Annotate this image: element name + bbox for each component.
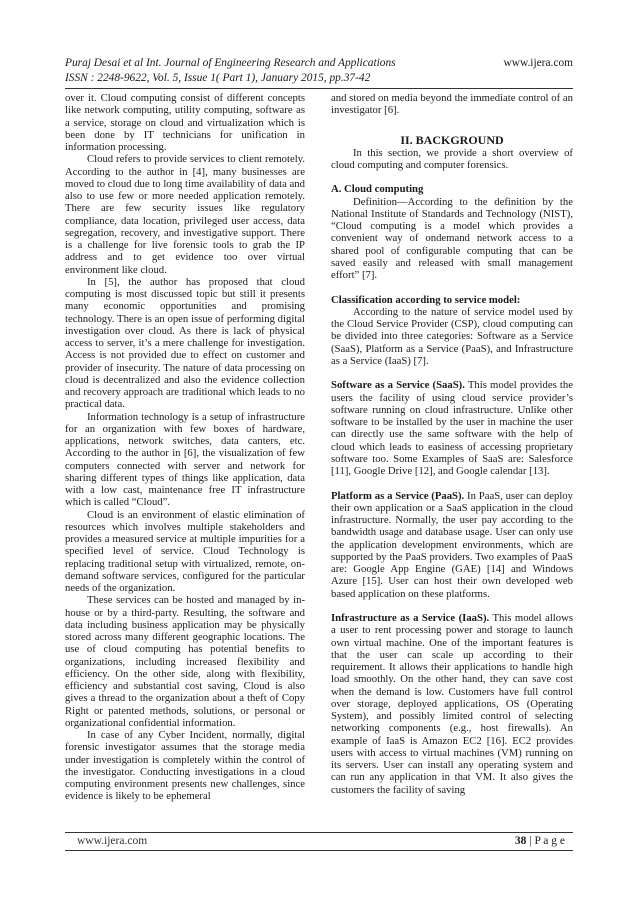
authors: Puraj Desai et al — [65, 57, 146, 69]
left-column — [65, 92, 305, 803]
paragraph: In case of any Cyber Incident, normally, digital forensic investigator assumes that the storage media under investigation is completely within the control of the investigator. Conducting investigations in a cloud computing environment presents new challenges, since evidence is likely to be ephemeral — [65, 729, 305, 803]
page-number: 38 | P a g e — [514, 835, 565, 847]
spacer — [331, 171, 573, 183]
paragraph: In [5], the author has proposed that cloud computing is most discussed topic but still it presents many economic opportunities and promising technology. There is an open issue of performing digital investigation over cloud. As there is lack of physical access to server, it’s a mere challenge for investigation. Access is not provided due to effect on customer and provider of insecurity. The nature of data processing on cloud is decentralized and also the evidence collection and recovery approach are traditional which leads to no practical data. — [65, 275, 305, 411]
section-heading: II. BACKGROUND — [400, 132, 504, 147]
paragraph: Information technology is a setup of infrastructure for an organization with few boxes of hardware, applications, network switches, data canters, etc. According to the author in [6], the visualization of few computers connected with server and network for sharing different types of things like application, data with a low cast, maintenance free IT infrastructure which is called “Cloud”. — [65, 410, 305, 509]
journal-line — [65, 56, 573, 71]
journal-citation — [65, 56, 396, 71]
page-footer — [65, 832, 573, 851]
paragraph: and stored on media beyond the immediate control of an investigator [6]. — [331, 92, 573, 117]
paragraph-saas: Software as a Service (SaaS). This model provides the users the facility of using cloud service provider’s software running on cloud infrastructure. Unlike other software to be installed by the user in machine the user can directly use the same software with the help of cloud which leads to easiness of accessing proprietary software too. Some Examples of SaaS are: Salesforce [11], Google Drive [12], and Google calendar [13]. — [331, 379, 573, 477]
paragraph-iaas: Infrastructure as a Service (IaaS). This model allows a user to rent processing power and storage to launch own virtual machine. One of the important features is that the user can scale up according to their requirement. It allows their applications to handle high load smoothly. On the other hand, they can save cost when the demand is low. Customers have full control over storage, deployed applications, OS (Operating System), and possibly limited control of selecting networking components (e.g., host firewalls). An example of IaaS is Amazon EC2 [16]. EC2 provides users with access to virtual machines (VM) running on its servers. User can install any operating system and can run any application in that VM. It also gives the customers the facility of saving — [331, 612, 573, 796]
subsection-heading: Classification according to service model: — [331, 293, 521, 306]
paragraph: According to the nature of service model used by the Cloud Service Provider (CSP), cloud computing can be divided into three categories: Software as a Service (SaaS), Platform as a Service (PaaS), and Infrastructure as a Service (IaaS) [7]. — [331, 305, 573, 367]
spacer — [331, 477, 573, 489]
spacer — [331, 600, 573, 612]
paragraph: In this section, we provide a short overview of cloud computing and computer forensics. — [331, 146, 573, 171]
issn-line: ISSN : 2248-9622, Vol. 5, Issue 1( Part 1), January 2015, pp.37-42 — [65, 72, 371, 84]
right-column — [331, 92, 573, 796]
subsection-heading: A. Cloud computing — [331, 183, 424, 196]
paragraph: These services can be hosted and managed by in-house or by a third-party. Resulting, the software and data including business application may be physically stored across many different geographic locations. The use of cloud computing has potential benefits to organizations, including increased flexibility and efficiency. On the other side, along with flexibility, efficiency and substantial cost saving, Cloud is also gives a thread to the organization about a theft of Copy Right or patented methods, solutions, or personal or organizational confidential information. — [65, 594, 305, 729]
header-rule — [65, 88, 573, 89]
journal-name: Int. Journal of Engineering Research and Applications — [146, 57, 396, 69]
spacer — [331, 281, 573, 293]
footer-site-link[interactable]: www.ijera.com — [77, 835, 148, 847]
paragraph: over it. Cloud computing consist of different concepts like network computing, utility computing, software as a service, storage on cloud and virtualization which is been done by IT technicians for unification in information processing. — [65, 92, 305, 153]
spacer — [331, 367, 573, 379]
paragraph: Definition—According to the definition by the National Institute of Standards and Technology (NIST), “Cloud computing is a model which provides a convenient way of ondemand network access to a shared pool of configurable computing that can be saved easily and released with small management effort” [7]. — [331, 195, 573, 281]
paragraph: Cloud is an environment of elastic elimination of resources which involves multiple stakeholders and provides a measured service at multiple impurities for a specified level of service. Cloud Technology is replacing traditional setup with virtualized, remote, on-demand software services, configured for the particular needs of the organization. — [65, 508, 305, 594]
header-site-link[interactable]: www.ijera.com — [503, 57, 573, 69]
page-header — [65, 56, 573, 86]
spacer — [331, 117, 573, 133]
paragraph: Cloud refers to provide services to client remotely. According to the author in [4], many businesses are moved to cloud due to long time availability of data and also to use few or more needed application remotely. There are few security issues like regulatory compliance, data location, privileged user access, data segregation, recovery, and investigative support. There is a challenge for live forensic tools to grab the IP address and to get evidence too over virtual environment like cloud. — [65, 153, 305, 276]
paragraph-paas: Platform as a Service (PaaS). In PaaS, user can deploy their own application or a SaaS application in the cloud infrastructure. Normally, the user pay according to the bandwidth usage and database usage. User can only use the application development environments, which are supported by the PaaS providers. Two examples of PaaS are: Google App Engine (GAE) [14] and Windows Azure [15]. User can host their own developed web based application on these platforms. — [331, 489, 573, 600]
